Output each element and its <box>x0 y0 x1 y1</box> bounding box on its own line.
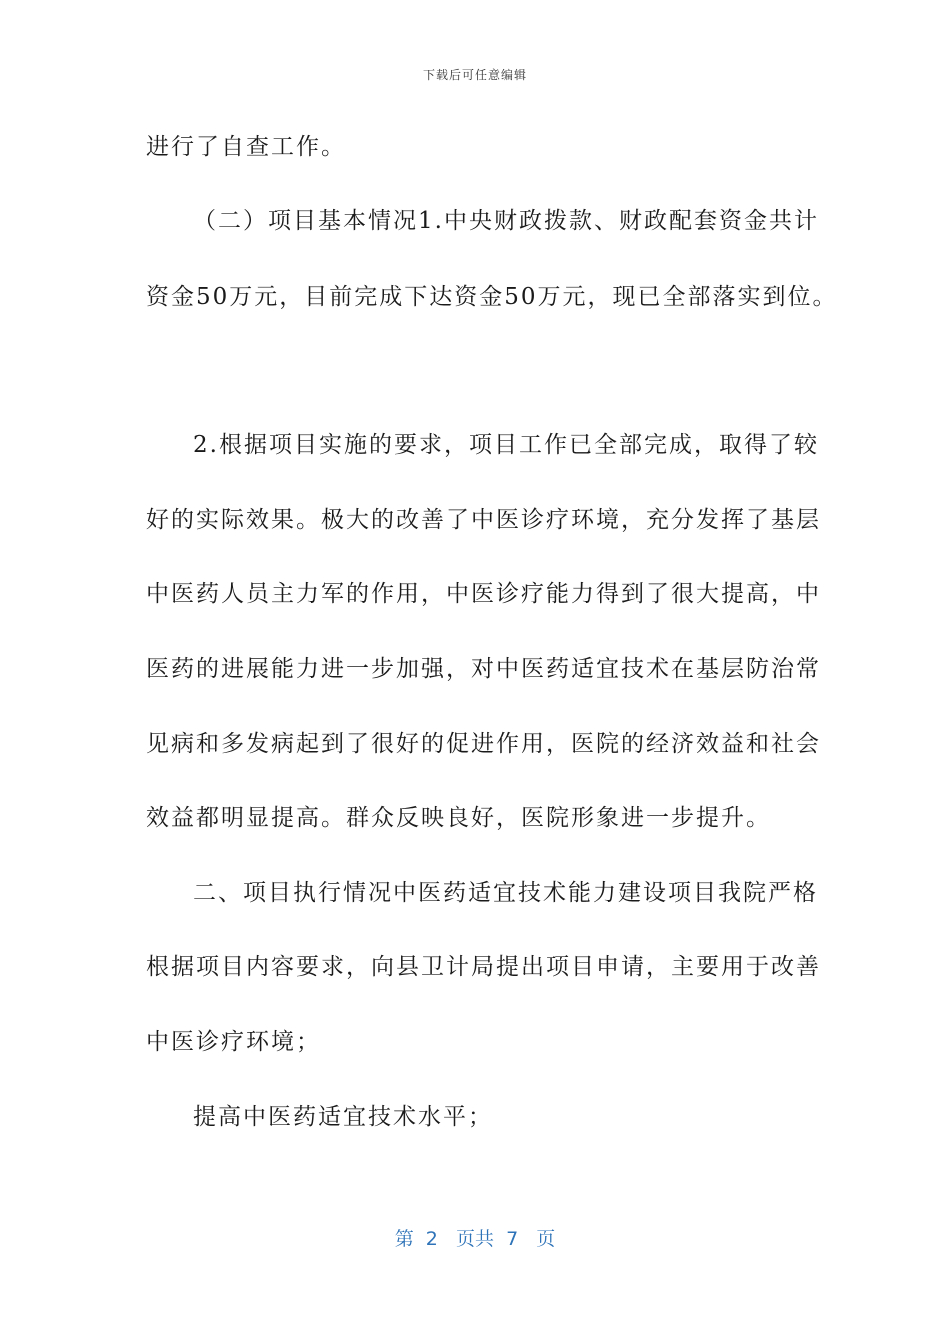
text-line: 进行了自查工作。 <box>146 134 346 160</box>
text-line: 2.根据项目实施的要求，项目工作已全部完成，取得了较 <box>193 432 819 458</box>
text-line: （二）项目基本情况1.中央财政拨款、财政配套资金共计 <box>193 208 819 234</box>
text-line: 医药的进展能力进一步加强，对中医药适宜技术在基层防治常 <box>146 656 821 682</box>
text-line: 中医诊疗环境； <box>146 1029 321 1055</box>
text-line: 好的实际效果。极大的改善了中医诊疗环境，充分发挥了基层 <box>146 507 821 533</box>
text-line: 根据项目内容要求，向县卫计局提出项目申请，主要用于改善 <box>146 954 821 980</box>
text-line: 资金50万元，目前完成下达资金50万元，现已全部落实到位。 <box>146 284 838 310</box>
text-line: 中医药人员主力军的作用，中医诊疗能力得到了很大提高，中 <box>146 581 821 607</box>
text-line: 效益都明显提高。群众反映良好，医院形象进一步提升。 <box>146 805 771 831</box>
page-header: 下载后可任意编辑 <box>422 68 527 82</box>
text-line: 二、项目执行情况中医药适宜技术能力建设项目我院严格 <box>193 880 818 906</box>
page-number-footer: 第 2 页共 7 页 <box>394 1228 556 1250</box>
text-line: 提高中医药适宜技术水平； <box>193 1104 493 1130</box>
text-line: 见病和多发病起到了很好的促进作用，医院的经济效益和社会 <box>146 731 821 757</box>
